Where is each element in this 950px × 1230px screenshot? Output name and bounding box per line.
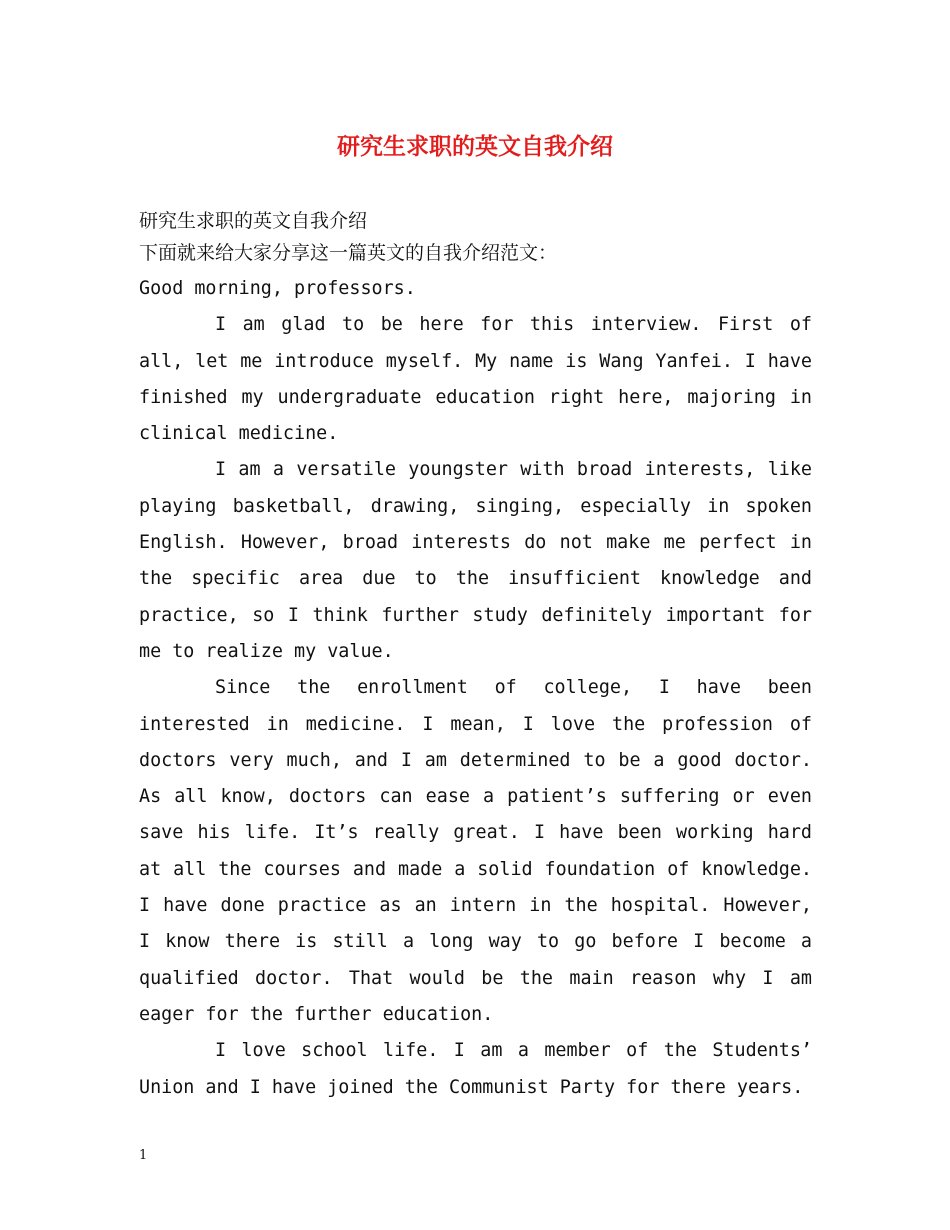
page-number: 1 [139,1148,148,1163]
paragraph-introduction: I am glad to be here for this interview. First of all, let me introduce myself. My name is Wang Yanfei. I have finished my undergraduate education right here, majoring in clinical medicine. [139,314,812,445]
paragraph-medicine: Since the enrollment of college, I have been interested in medicine. I mean, I love the profession of doctors very much, and I am determined to be a good doctor. As all know, doctors can ease a patient’s suffering or even save his life. It’s really great. I have been working hard at all the courses and made a solid foundation of knowledge. I have done practice as an intern in the hospital. However, I know there is still a long way to go before I become a qualified doctor. That would be the main reason why I am eager for the further education. [139,677,812,1025]
paragraph-interests: I am a versatile youngster with broad interests, like playing basketball, drawing, singing, especially in spoken English. However, broad interests do not make me perfect in the specific area due to the insufficient knowledge and practice, so I think further study definitely important for me to realize my value. [139,459,812,662]
document-title: 研究生求职的英文自我介绍 [337,133,613,160]
paragraph-school-life: I love school life. I am a member of the Students’ Union and I have joined the Communist Party for there years. [139,1040,812,1098]
intro-heading-line: 研究生求职的英文自我介绍 [139,210,368,232]
intro-sentence-line: 下面就来给大家分享这一篇英文的自我介绍范文： [139,242,558,264]
greeting-paragraph: Good morning, professors. [139,278,416,299]
document-body [139,205,812,1106]
